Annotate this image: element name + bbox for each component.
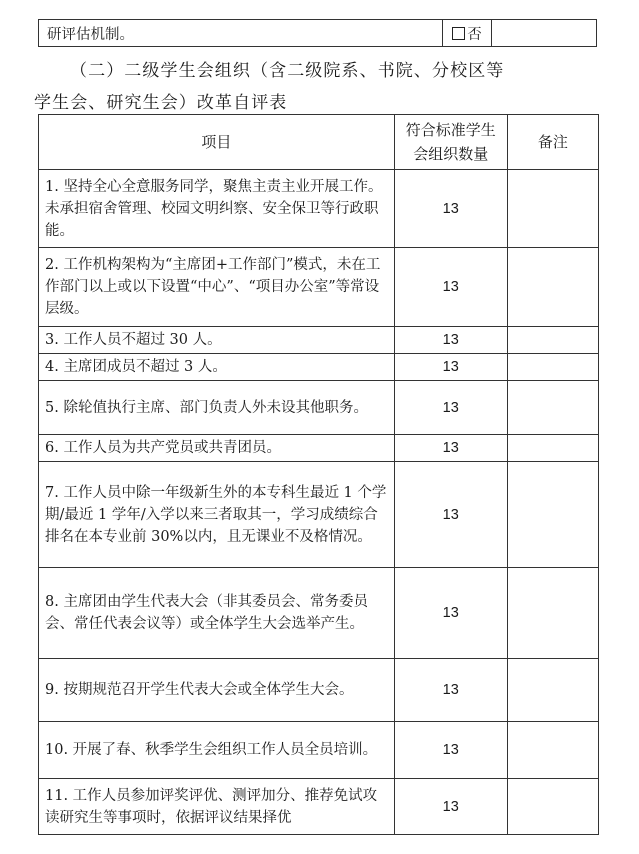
row-item: 9. 按期规范召开学生代表大会或全体学生大会。 xyxy=(39,659,395,722)
row-count: 13 xyxy=(394,568,507,659)
table-row xyxy=(39,170,599,248)
row-count: 13 xyxy=(394,722,507,779)
row-note xyxy=(507,659,598,722)
row-note xyxy=(507,462,598,568)
table-row xyxy=(39,462,599,568)
header-count-line1: 符合标准学生 xyxy=(405,121,496,139)
table-row xyxy=(39,248,599,327)
table-row xyxy=(39,354,599,381)
row-item: 10. 开展了春、秋季学生会组织工作人员全员培训。 xyxy=(39,722,395,779)
section-heading-line1: （二）二级学生会组织（含二级院系、书院、分校区等 xyxy=(70,61,505,81)
row-item: 2. 工作机构架构为“主席团+工作部门”模式，未在工作部门以上或以下设置“中心”、“项目办公室”等常设层级。 xyxy=(39,248,395,327)
row-count: 13 xyxy=(394,435,507,462)
row-item: 3. 工作人员不超过 30 人。 xyxy=(39,327,395,354)
row-note xyxy=(507,248,598,327)
row-count: 13 xyxy=(394,327,507,354)
row-count: 13 xyxy=(394,462,507,568)
previous-row-note xyxy=(492,20,597,47)
section-heading-line2: 学生会、研究生会）改革自评表 xyxy=(34,93,288,113)
row-count: 13 xyxy=(394,381,507,435)
row-count: 13 xyxy=(394,170,507,248)
row-item: 6. 工作人员为共产党员或共青团员。 xyxy=(39,435,395,462)
row-note xyxy=(507,327,598,354)
row-item: 5. 除轮值执行主席、部门负责人外未设其他职务。 xyxy=(39,381,395,435)
table-row xyxy=(39,779,599,835)
header-count-line2: 会组织数量 xyxy=(413,145,489,163)
self-evaluation-table xyxy=(38,114,599,835)
row-note xyxy=(507,170,598,248)
row-item: 1. 坚持全心全意服务同学，聚焦主责主业开展工作。未承担宿舍管理、校园文明纠察、安全保卫等行政职能。 xyxy=(39,170,395,248)
table-row xyxy=(39,722,599,779)
row-item: 7. 工作人员中除一年级新生外的本专科生最近 1 个学期/最近 1 学年/入学以来三者取其一，学习成绩综合排名在本专业前 30%以内，且无课业不及格情况。 xyxy=(39,462,395,568)
header-note: 备注 xyxy=(507,115,598,170)
no-option-label: 否 xyxy=(467,26,482,43)
table-row xyxy=(39,435,599,462)
table-row xyxy=(39,659,599,722)
row-count: 13 xyxy=(394,779,507,835)
row-count: 13 xyxy=(394,659,507,722)
row-note xyxy=(507,435,598,462)
table-row xyxy=(39,327,599,354)
row-note xyxy=(507,568,598,659)
table-header-row xyxy=(39,115,599,170)
row-count: 13 xyxy=(394,248,507,327)
row-note xyxy=(507,779,598,835)
header-item: 项目 xyxy=(39,115,395,170)
table-row xyxy=(39,381,599,435)
row-item: 11. 工作人员参加评奖评优、测评加分、推荐免试攻读研究生等事项时，依据评议结果择优 xyxy=(39,779,395,835)
header-count xyxy=(394,115,507,170)
row-count: 13 xyxy=(394,354,507,381)
row-note xyxy=(507,354,598,381)
row-item: 4. 主席团成员不超过 3 人。 xyxy=(39,354,395,381)
row-note xyxy=(507,722,598,779)
table-row xyxy=(39,568,599,659)
section-heading xyxy=(34,55,590,119)
previous-row-text: 研评估机制。 xyxy=(39,20,443,47)
row-item: 8. 主席团由学生代表大会（非其委员会、常务委员会、常任代表会议等）或全体学生大会选举产生。 xyxy=(39,568,395,659)
previous-table-tail xyxy=(38,19,597,47)
row-note xyxy=(507,381,598,435)
checkbox-icon[interactable] xyxy=(452,27,465,40)
no-option-cell xyxy=(443,20,492,47)
